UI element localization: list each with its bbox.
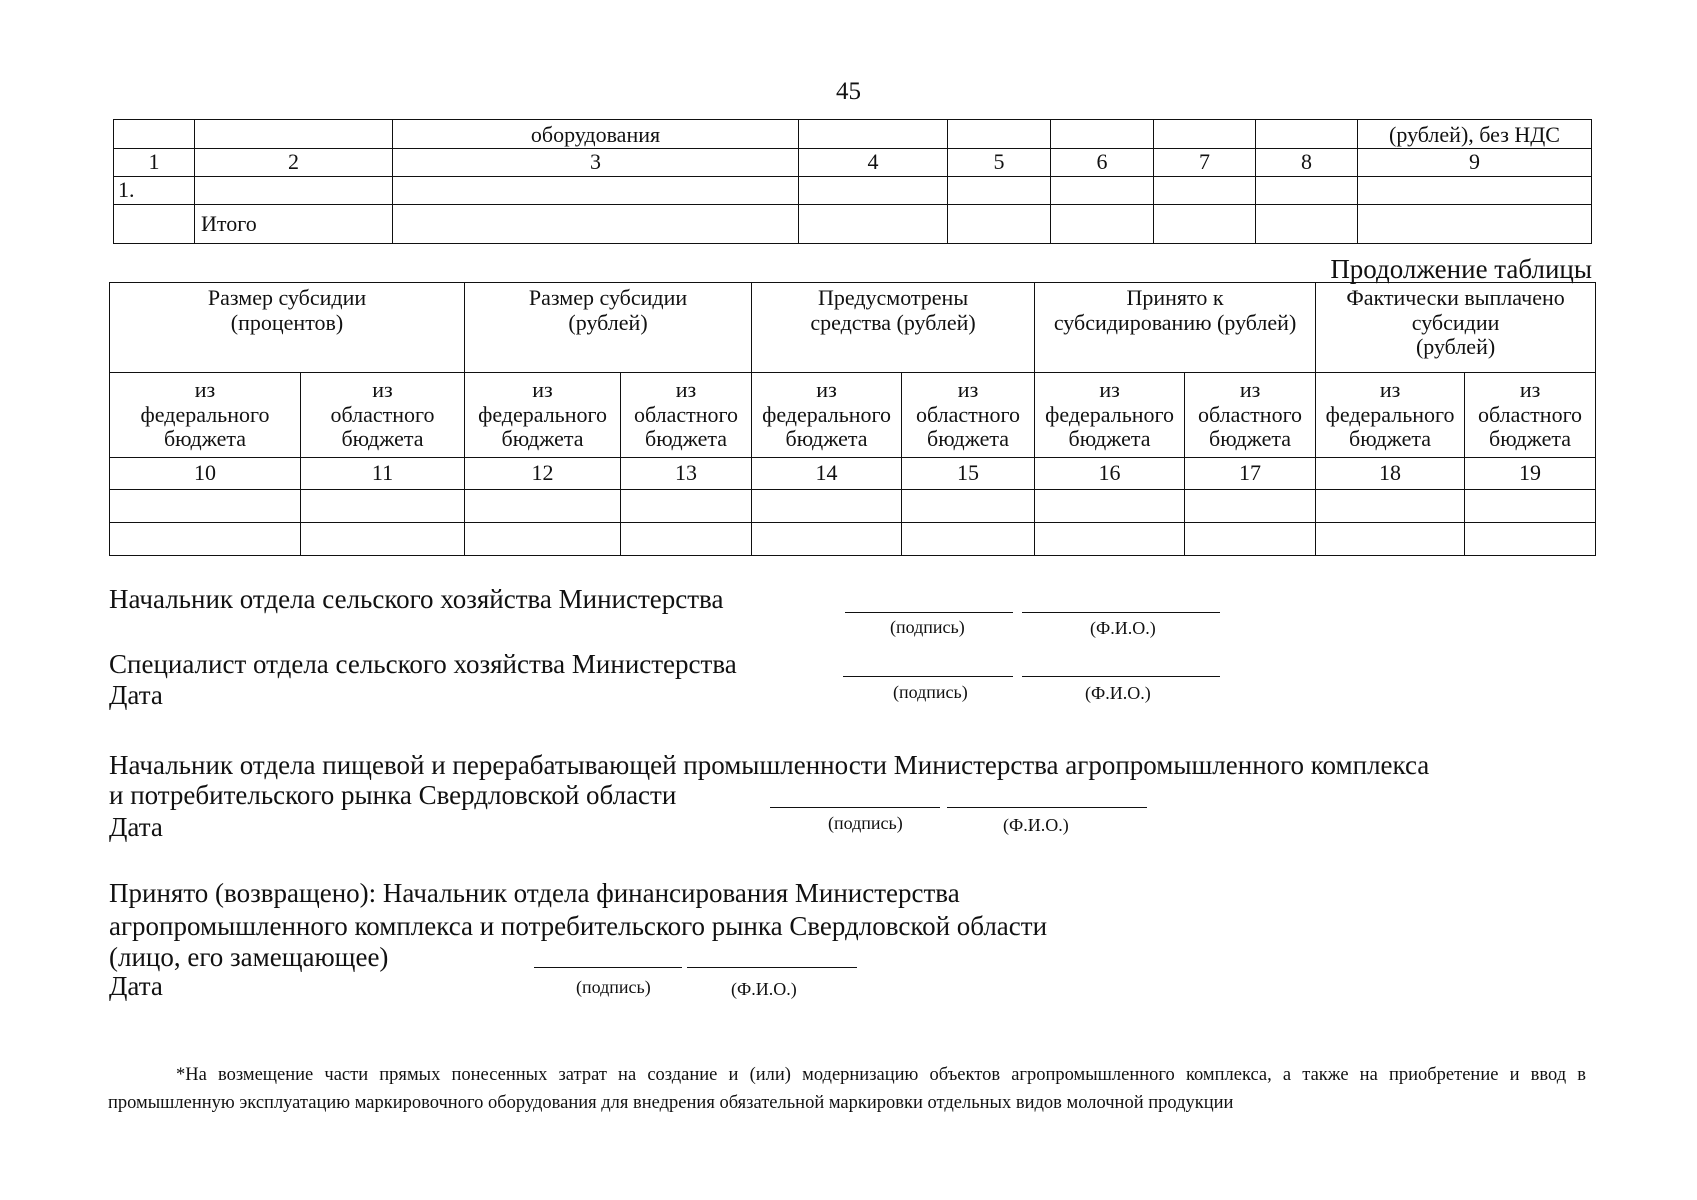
table-cell (1256, 120, 1358, 149)
table-cell (1256, 177, 1358, 205)
column-number: 10 (110, 458, 301, 490)
table-cell (799, 120, 948, 149)
table-cell (902, 523, 1035, 556)
sub-header: из областного бюджета (1465, 373, 1596, 458)
table-cell (1358, 177, 1592, 205)
name-line (1022, 676, 1220, 677)
column-number: 11 (301, 458, 465, 490)
table-cell (1185, 523, 1316, 556)
table-cell: (рублей), без НДС (1358, 120, 1592, 149)
table-cell (902, 490, 1035, 523)
column-number: 1 (114, 149, 195, 177)
table-top-number-row (114, 149, 1592, 177)
table-cell (195, 177, 393, 205)
table-cell (948, 120, 1051, 149)
signature-title-4-line-1: Принято (возвращено): Начальник отдела финансирования Министерства (109, 878, 960, 908)
table-cell (1035, 490, 1185, 523)
column-number: 8 (1256, 149, 1358, 177)
column-number: 5 (948, 149, 1051, 177)
column-number: 2 (195, 149, 393, 177)
table-row (110, 490, 1596, 523)
signature-caption: (подпись) (828, 813, 903, 833)
table-row (114, 177, 1592, 205)
sub-header: из федерального бюджета (465, 373, 621, 458)
table-continuation-label: Продолжение таблицы (1330, 254, 1592, 284)
table-row-total (114, 205, 1592, 244)
table-cell: оборудования (393, 120, 799, 149)
sub-header: из областного бюджета (902, 373, 1035, 458)
table-cell (621, 490, 752, 523)
table-cell (1316, 490, 1465, 523)
total-label: Итого (195, 205, 393, 244)
signature-line (845, 612, 1013, 613)
table-cell (799, 177, 948, 205)
signature-title-4-line-3: (лицо, его замещающее) (109, 942, 389, 972)
table-cell (301, 490, 465, 523)
table-cell (114, 120, 195, 149)
signature-caption: (подпись) (890, 617, 965, 637)
signature-line (843, 676, 1013, 677)
column-number: 15 (902, 458, 1035, 490)
sub-header: из федерального бюджета (110, 373, 301, 458)
column-number: 17 (1185, 458, 1316, 490)
group-header: Фактически выплачено субсидии (рублей) (1316, 283, 1596, 373)
group-header: Размер субсидии (рублей) (465, 283, 752, 373)
name-line (687, 967, 857, 968)
table-cell (114, 205, 195, 244)
table-cell (1465, 523, 1596, 556)
name-line (947, 807, 1147, 808)
page-number: 45 (836, 78, 861, 105)
table-cell (393, 177, 799, 205)
column-number: 4 (799, 149, 948, 177)
signature-title-4-line-2: агропромышленного комплекса и потребительского рынка Свердловской области (109, 911, 1048, 941)
date-label: Дата (109, 680, 163, 710)
table-cell (752, 490, 902, 523)
group-header: Принято к субсидированию (рублей) (1035, 283, 1316, 373)
table-cell: 1. (114, 177, 195, 205)
group-header: Размер субсидии (процентов) (110, 283, 465, 373)
column-number: 13 (621, 458, 752, 490)
signature-line (770, 807, 940, 808)
column-number: 16 (1035, 458, 1185, 490)
table-cell (621, 523, 752, 556)
table-bottom (109, 282, 1596, 556)
table-cell (1154, 205, 1256, 244)
date-label: Дата (109, 812, 163, 842)
column-number: 3 (393, 149, 799, 177)
table-cell (1035, 523, 1185, 556)
table-cell (948, 177, 1051, 205)
table-cell (1051, 205, 1154, 244)
table-cell (1154, 177, 1256, 205)
sub-header: из областного бюджета (1185, 373, 1316, 458)
table-cell (1316, 523, 1465, 556)
table-cell (1051, 177, 1154, 205)
table-cell (1051, 120, 1154, 149)
sub-header: из федерального бюджета (752, 373, 902, 458)
table-cell (465, 523, 621, 556)
table-cell (393, 205, 799, 244)
column-number: 6 (1051, 149, 1154, 177)
signature-title-3-line-2: и потребительского рынка Свердловской области (109, 780, 677, 810)
footnote: *На возмещение части прямых понесенных затрат на создание и (или) модернизацию объектов агропромышленного комплекса, а также на приобретение и ввод в промышленную эксплуатацию маркировочного оборудования для внедрения обязательной маркировки отдельных видов молочной продукции (108, 1065, 1586, 1113)
sub-header: из областного бюджета (301, 373, 465, 458)
name-caption: (Ф.И.О.) (1085, 683, 1151, 703)
signature-line (534, 967, 682, 968)
sub-header: из федерального бюджета (1035, 373, 1185, 458)
signature-title-2: Специалист отдела сельского хозяйства Министерства (109, 649, 737, 679)
table-cell (1185, 490, 1316, 523)
group-header: Предусмотрены средства (рублей) (752, 283, 1035, 373)
column-number: 19 (1465, 458, 1596, 490)
name-caption: (Ф.И.О.) (1090, 618, 1156, 638)
date-label: Дата (109, 971, 163, 1001)
sub-header: из областного бюджета (621, 373, 752, 458)
sub-header-row (110, 373, 1596, 458)
name-caption: (Ф.И.О.) (731, 979, 797, 999)
signature-title-3-line-1: Начальник отдела пищевой и перерабатывающей промышленности Министерства агропромышленного комплекса (109, 750, 1430, 780)
table-cell (1465, 490, 1596, 523)
sub-header: из федерального бюджета (1316, 373, 1465, 458)
table-cell (752, 523, 902, 556)
column-number: 12 (465, 458, 621, 490)
table-cell (1358, 205, 1592, 244)
column-number: 18 (1316, 458, 1465, 490)
table-cell (1256, 205, 1358, 244)
column-number: 7 (1154, 149, 1256, 177)
column-number-row (110, 458, 1596, 490)
table-row (110, 523, 1596, 556)
table-cell (1154, 120, 1256, 149)
table-cell (465, 490, 621, 523)
signature-caption: (подпись) (576, 977, 651, 997)
signature-title-1: Начальник отдела сельского хозяйства Министерства (109, 584, 724, 614)
column-number: 9 (1358, 149, 1592, 177)
group-header-row (110, 283, 1596, 373)
name-line (1022, 612, 1220, 613)
name-caption: (Ф.И.О.) (1003, 815, 1069, 835)
table-top (113, 119, 1592, 244)
column-number: 14 (752, 458, 902, 490)
table-cell (110, 490, 301, 523)
table-cell (799, 205, 948, 244)
table-cell (110, 523, 301, 556)
table-cell (301, 523, 465, 556)
table-cell (948, 205, 1051, 244)
signature-caption: (подпись) (893, 682, 968, 702)
table-cell (195, 120, 393, 149)
table-top-header-row (114, 120, 1592, 149)
